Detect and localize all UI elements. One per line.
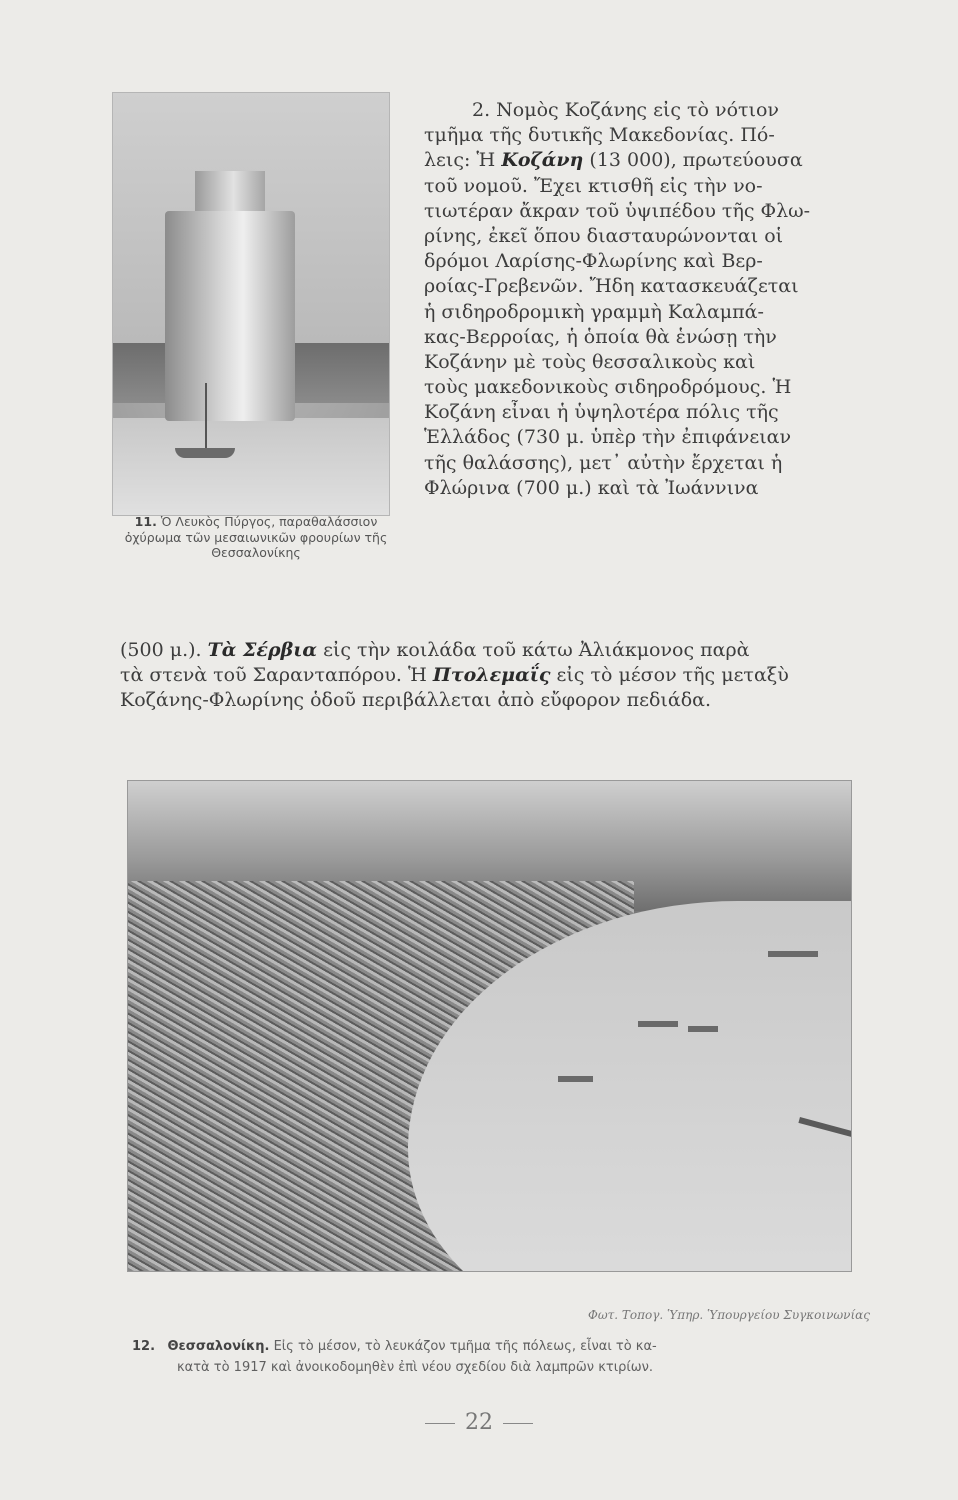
page-number-value: 22 — [465, 1410, 493, 1435]
figure-12-title: Θεσσαλονίκη. — [167, 1339, 270, 1354]
place-name: Κοζάνη — [501, 149, 584, 172]
figure-11-caption-text: Ὁ Λευκὸς Πύργος, παραθαλάσσιον ὀχύρωμα τῶν μεσαιωνικῶν φρουρίων τῆς Θεσσαλονίκης — [124, 514, 388, 560]
main-text-column — [424, 98, 868, 501]
photo-credit: Φωτ. Τοπογ. Ὑπηρ. Ὑπουργείου Συγκοινωνίας — [588, 1308, 870, 1322]
text-line: τὰ στενὰ τοῦ Σαρανταπόρου. Ἡ Πτολεμαΐς εἰς τὸ μέσον τῆς μεταξὺ — [120, 664, 789, 687]
figure-12-text-line2: κατὰ τὸ 1917 καὶ ἀνοικοδομηθὲν ἐπὶ νέου σχεδίου διὰ λαμπρῶν κτιρίων. — [177, 1360, 654, 1375]
text-line: λεις: Ἡ Κοζάνη (13 000), πρωτεύουσα — [424, 149, 803, 172]
page-number — [0, 1410, 958, 1435]
text-line: τῆς θαλάσσης), μετ᾽ αὐτὴν ἔρχεται ἡ — [424, 451, 783, 474]
text-line: ἡ σιδηροδρομικὴ γραμμὴ Καλαμπά- — [424, 300, 764, 323]
text-line: τοῦ νομοῦ. Ἔχει κτισθῆ εἰς τὴν νο- — [424, 174, 763, 197]
white-tower-photo — [112, 92, 390, 516]
figure-12-caption — [132, 1336, 892, 1378]
text-line: τιωτέραν ἄκραν τοῦ ὑψιπέδου τῆς Φλω- — [424, 199, 811, 222]
text-line: Κοζάνης-Φλωρίνης ὁδοῦ περιβάλλεται ἀπὸ εὔφορον πεδιάδα. — [120, 689, 712, 712]
figure-11-caption — [116, 514, 396, 561]
text-line: (500 μ.). Τὰ Σέρβια εἰς τὴν κοιλάδα τοῦ κάτω Ἀλιάκμονος παρὰ — [120, 639, 750, 661]
text-line: Κοζάνην μὲ τοὺς θεσσαλικοὺς καὶ — [424, 350, 756, 373]
text-line: τμῆμα τῆς δυτικῆς Μακεδονίας. Πό- — [424, 124, 775, 147]
text-line: Φλώρινα (700 μ.) καὶ τὰ Ἰωάννινα — [424, 476, 759, 499]
figure-12-text-line1: Εἰς τὸ μέσον, τὸ λευκάζον τμῆμα τῆς πόλεως, εἶναι τὸ κα- — [273, 1339, 657, 1354]
figure-11-number: 11. — [134, 514, 157, 529]
text-line: 2. Νομὸς Κοζάνης εἰς τὸ νότιον — [472, 99, 779, 121]
main-text-full — [120, 638, 872, 714]
text-line: Κοζάνη εἶναι ἡ ὑψηλοτέρα πόλις τῆς — [424, 401, 779, 424]
thessaloniki-aerial-photo — [127, 780, 852, 1272]
figure-12-number: 12. — [132, 1339, 156, 1354]
place-name: Τὰ Σέρβια — [207, 639, 318, 661]
text-line: κας-Βερροίας, ἡ ὁποία θὰ ἑνώσῃ τὴν — [424, 325, 777, 348]
text-line: ροίας-Γρεβενῶν. Ἤδη κατασκευάζεται — [424, 275, 799, 298]
text-line: δρόμοι Λαρίσης-Φλωρίνης καὶ Βερ- — [424, 250, 763, 273]
place-name: Πτολεμαΐς — [432, 664, 551, 687]
text-line: τοὺς μακεδονικοὺς σιδηροδρόμους. Ἡ — [424, 376, 792, 399]
text-line: ρίνης, ἐκεῖ ὅπου διασταυρώνονται οἱ — [424, 224, 784, 247]
text-line: Ἑλλάδος (730 μ. ὑπὲρ τὴν ἐπιφάνειαν — [424, 426, 792, 449]
